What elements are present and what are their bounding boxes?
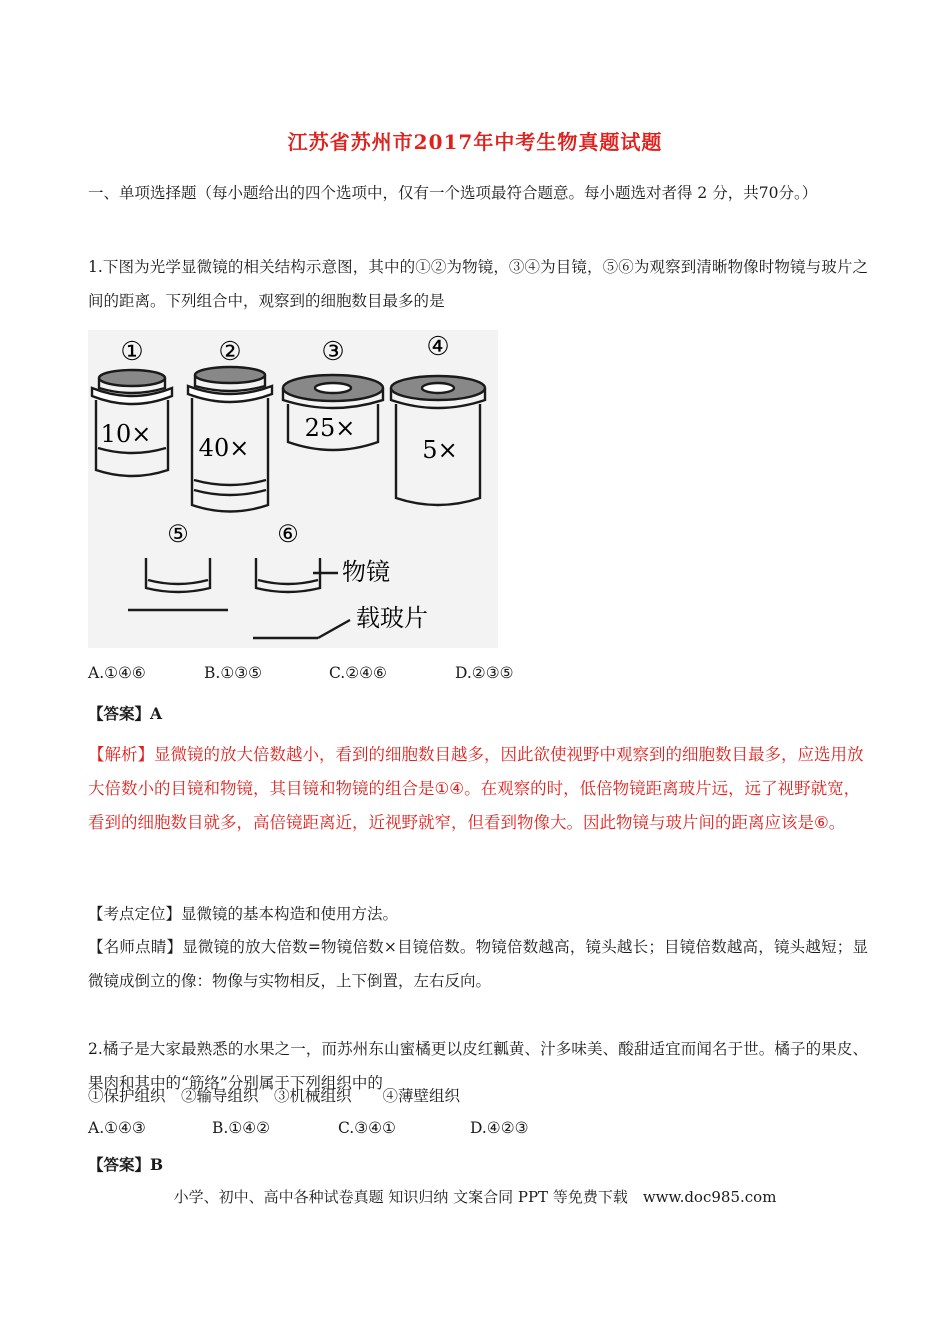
label-5: ⑤ — [167, 520, 189, 548]
question-1-kaodian: 【考点定位】显微镜的基本构造和使用方法。 — [88, 905, 399, 923]
label-3: ③ — [321, 337, 345, 367]
q1-option-d: D.②③⑤ — [455, 664, 514, 682]
question-1-analysis: 【解析】显微镜的放大倍数越小，看到的细胞数目越多，因此欲使视野中观察到的细胞数目最多，应选用放大倍数小的目镜和物镜，其目镜和物镜的组合是①④。在观察的时，低倍物镜距离玻片远，远了视野就宽，看到的细胞数目就多，高倍镜距离近，近视野就窄，但看到物像大。因此物镜与玻片间的距离应该是⑥。 — [88, 745, 864, 832]
slide-label: 载玻片 — [356, 604, 428, 632]
label-1: ① — [120, 337, 144, 367]
page-footer: 小学、初中、高中各种试卷真题 知识归纳 文案合同 PPT 等免费下载 www.doc985.com — [173, 1188, 777, 1206]
label-2: ② — [218, 337, 242, 367]
microscope-lens-diagram — [88, 330, 498, 648]
q2-option-b: B.①④② — [212, 1119, 271, 1137]
question-1-answer: 【答案】A — [88, 704, 163, 723]
lens-mark-25x: 25× — [304, 414, 356, 442]
label-4: ④ — [426, 332, 450, 362]
lens-mark-10x: 10× — [100, 420, 152, 448]
question-1-mingshi: 【名师点睛】显微镜的放大倍数=物镜倍数×目镜倍数。物镜倍数越高，镜头越长；目镜倍数越高，镜头越短；显微镜成倒立的像：物像与实物相反，上下倒置，左右反向。 — [88, 938, 868, 990]
lens-mark-5x: 5× — [422, 436, 458, 464]
lens-mark-40x: 40× — [198, 434, 250, 462]
question-2-stem: 2.橘子是大家最熟悉的水果之一，而苏州东山蜜橘更以皮红瓤黄、汁多味美、酸甜适宜而闻名于世。橘子的果皮、果肉和其中的“筋络”分别属于下列组织中的 — [88, 1040, 868, 1092]
q1-option-c: C.②④⑥ — [329, 664, 387, 682]
page-title: 江苏省苏州市2017年中考生物真题试题 — [287, 130, 663, 154]
section-header: 一、单项选择题（每小题给出的四个选项中，仅有一个选项最符合题意。每小题选对者得 2 分，共70分。） — [88, 184, 818, 202]
q2-option-d: D.④②③ — [470, 1119, 529, 1137]
q1-option-b: B.①③⑤ — [204, 664, 263, 682]
objective-label: 物镜 — [342, 558, 390, 586]
q1-option-a: A.①④⑥ — [88, 664, 146, 682]
question-2-tissues: ①保护组织 ②输导组织 ③机械组织 ④薄壁组织 — [88, 1087, 461, 1105]
question-2-options — [88, 1119, 529, 1137]
q2-option-c: C.③④① — [338, 1119, 396, 1137]
question-2-answer: 【答案】B — [88, 1155, 164, 1174]
question-1-options — [88, 664, 514, 682]
question-1-stem: 1.下图为光学显微镜的相关结构示意图，其中的①②为物镜，③④为目镜，⑤⑥为观察到清晰物像时物镜与玻片之间的距离。下列组合中，观察到的细胞数目最多的是 — [88, 258, 868, 310]
label-6: ⑥ — [277, 520, 299, 548]
q2-option-a: A.①④③ — [88, 1119, 146, 1137]
